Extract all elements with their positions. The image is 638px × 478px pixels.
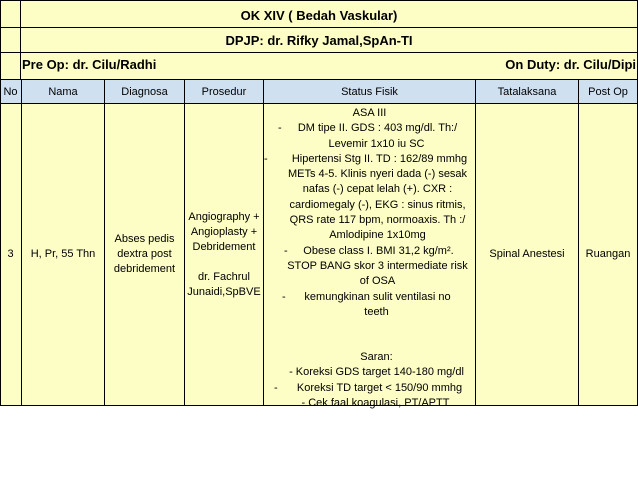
status-line: STOP BANG skor 3 intermediate risk (287, 259, 468, 272)
status-line (264, 152, 475, 167)
saran-line: - Koreksi GDS target 140-180 mg/dl (289, 366, 464, 379)
page-title: OK XIV ( Bedah Vaskular) (240, 8, 398, 23)
cell-nama: H, Pr, 55 Thn (30, 248, 96, 260)
cell-diagnosa (105, 104, 184, 405)
column-header-tatalaksana: Tatalaksana (497, 85, 557, 98)
column-header-post-op: Post Op (588, 85, 628, 98)
diagnosa-line: dextra post (117, 248, 172, 260)
cell-prosedur (185, 104, 263, 405)
status-spacer (264, 320, 475, 350)
status-text: Obese class I. BMI 31,2 kg/m². (303, 244, 454, 257)
prosedur-line: Junaidi,SpBVE (187, 285, 261, 298)
cell-post-op: Ruangan (585, 248, 631, 260)
status-line: teeth (364, 305, 389, 318)
bullet-dash: - (278, 122, 282, 135)
status-line: Amlodipine 1x10mg (329, 229, 426, 242)
cell-status-fisik (264, 106, 475, 411)
cell-no: 3 (7, 248, 14, 260)
bullet-dash: - (264, 152, 268, 165)
column-header-nama: Nama (48, 85, 78, 98)
prosedur-spacer (187, 255, 260, 270)
prosedur-line: Debridement (192, 240, 256, 253)
bullet-dash: - (274, 381, 278, 394)
status-line: METs 4-5. Klinis nyeri dada (-) sesak (287, 168, 468, 181)
diagnosa-line: debridement (113, 263, 176, 275)
column-header-no: No (3, 85, 18, 98)
saran-line (264, 381, 475, 396)
column-header-status-fisik: Status Fisik (341, 85, 398, 98)
cell-tatalaksana: Spinal Anestesi (489, 248, 565, 260)
saran-text: Koreksi TD target < 150/90 mmhg (296, 381, 463, 394)
prosedur-line: Angiography + (188, 210, 260, 223)
on-duty-label: On Duty: dr. Cilu/Dipi (505, 57, 636, 72)
status-line: Levemir 1x10 iu SC (328, 137, 425, 150)
column-header-prosedur: Prosedur (201, 85, 247, 98)
status-line: nafas (-) cepat lelah (+). CXR : (302, 183, 453, 196)
asa-class: ASA III (352, 107, 387, 119)
diagnosa-line: Abses pedis (114, 233, 175, 245)
status-text: Hipertensi Stg II. TD : 162/89 mmhg (291, 152, 468, 165)
status-line: of OSA (359, 275, 396, 288)
status-text: kemungkinan sulit ventilasi no (304, 290, 451, 303)
bullet-dash: - (284, 244, 288, 257)
status-line: cardiomegaly (-), EKG : sinus ritmis, (289, 198, 466, 211)
dpjp-label: DPJP: dr. Rifky Jamal,SpAn-TI (225, 33, 413, 48)
status-line (264, 121, 475, 136)
status-line (264, 244, 475, 259)
prosedur-line: dr. Fachrul (198, 270, 250, 283)
status-text: DM tipe II. GDS : 403 mg/dl. Th:/ (297, 122, 458, 135)
column-header-diagnosa: Diagnosa (121, 85, 168, 98)
saran-line: - Cek faal koagulasi, PT/APTT (301, 397, 450, 410)
bullet-dash: - (282, 290, 286, 303)
prosedur-line: Angioplasty + (190, 225, 258, 238)
status-line: QRS rate 117 bpm, normoaxis. Th :/ (289, 214, 466, 227)
pre-op-label: Pre Op: dr. Cilu/Radhi (22, 57, 157, 72)
status-line (264, 290, 475, 305)
saran-label: Saran: (360, 351, 393, 364)
